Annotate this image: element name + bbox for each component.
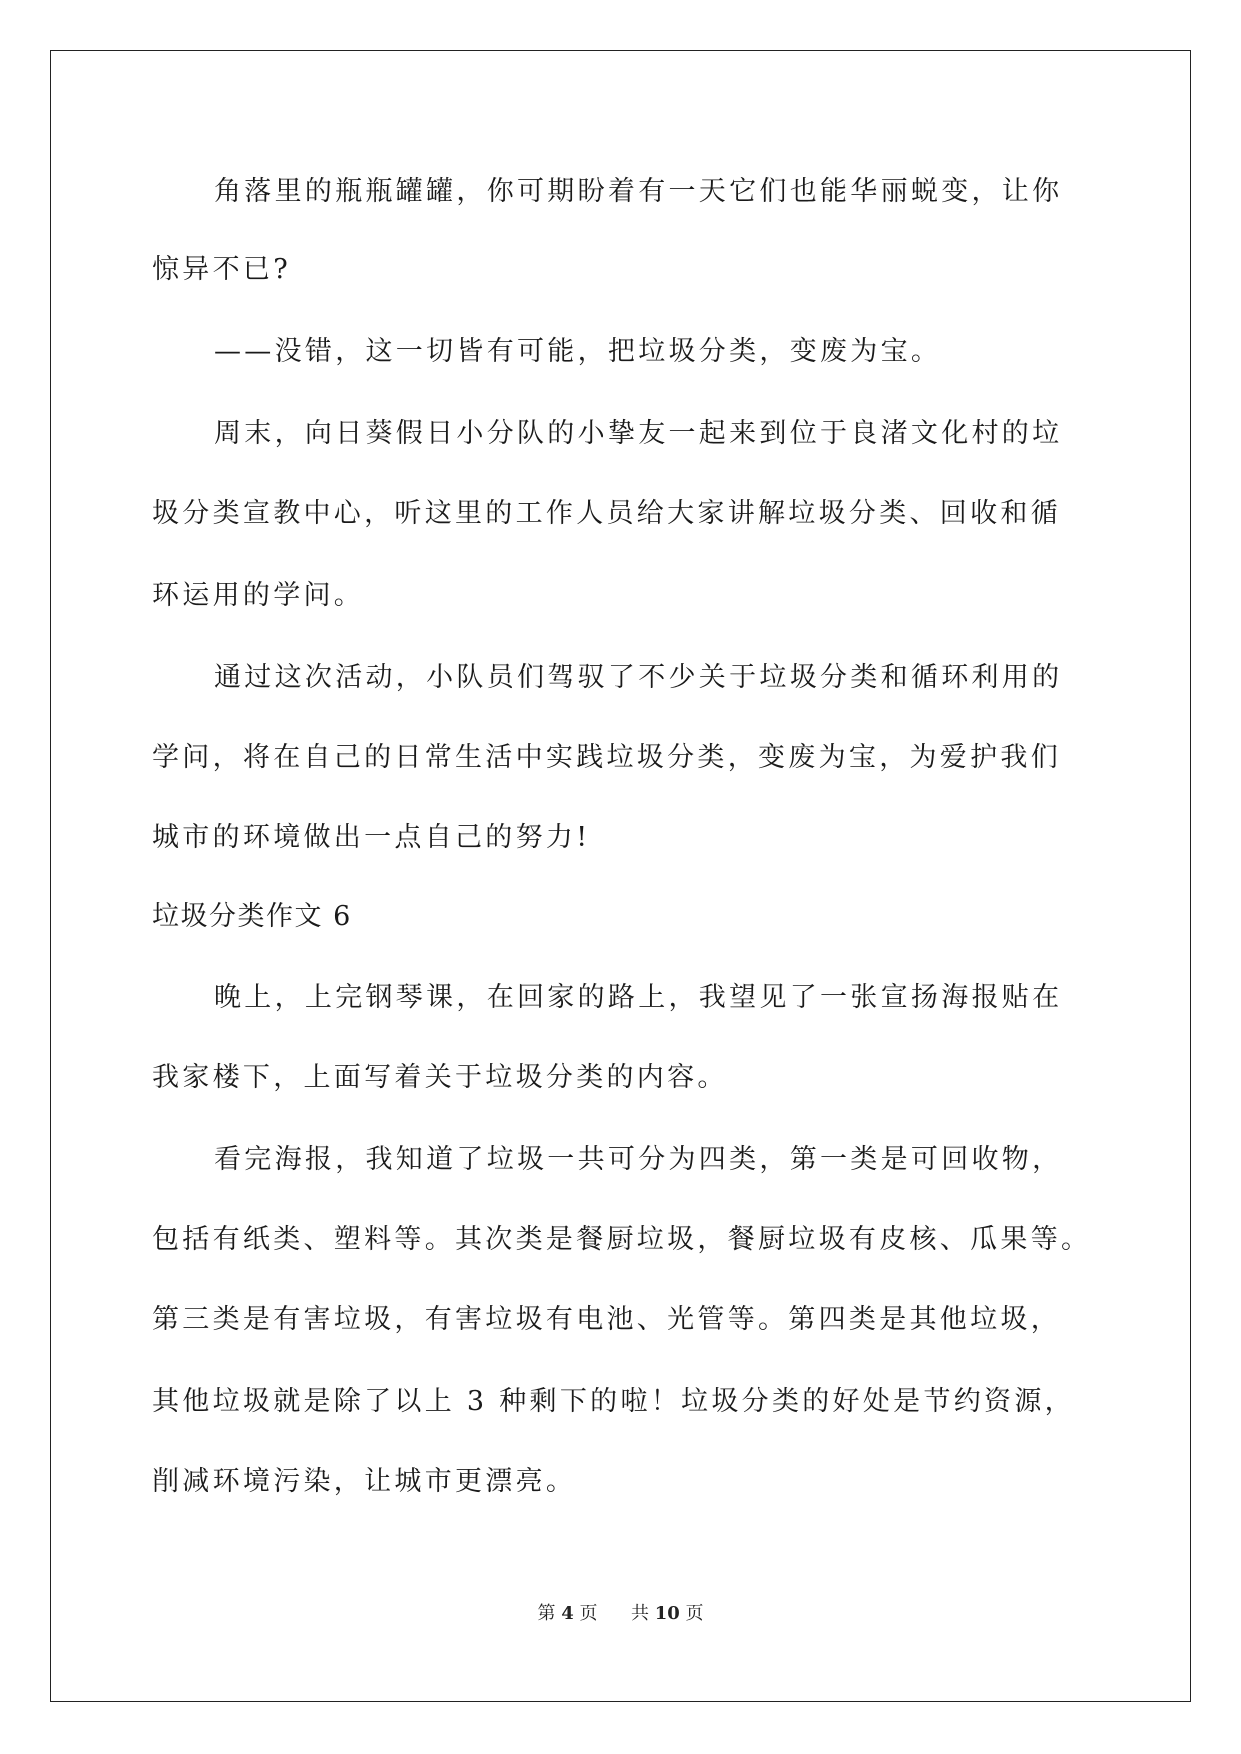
total-prefix: 共 bbox=[630, 1603, 649, 1624]
paragraph-line: 第三类是有害垃圾，有害垃圾有电池、光管等。第四类是其他垃圾， bbox=[152, 1304, 1061, 1335]
page-suffix: 页 bbox=[579, 1603, 598, 1624]
paragraph-line: 圾分类宣教中心，听这里的工作人员给大家讲解垃圾分类、回收和循 bbox=[152, 498, 1061, 529]
total-pages: 10 bbox=[654, 1603, 680, 1624]
section-heading: 垃圾分类作文 6 bbox=[152, 901, 352, 932]
paragraph-line: 城市的环境做出一点自己的努力! bbox=[152, 822, 591, 853]
paragraph-line: 环运用的学问。 bbox=[152, 580, 365, 611]
page-footer bbox=[0, 1599, 1241, 1625]
paragraph-line: 看完海报，我知道了垃圾一共可分为四类，第一类是可回收物， bbox=[214, 1144, 1063, 1175]
paragraph-line: ——没错，这一切皆有可能，把垃圾分类，变废为宝。 bbox=[214, 336, 942, 367]
paragraph-line: 周末，向日葵假日小分队的小挚友一起来到位于良渚文化村的垃 bbox=[214, 418, 1063, 449]
paragraph-line: 包括有纸类、塑料等。其次类是餐厨垃圾，餐厨垃圾有皮核、瓜果等。 bbox=[152, 1224, 1092, 1255]
page-border bbox=[50, 50, 1191, 1702]
page-prefix: 第 bbox=[537, 1603, 556, 1624]
paragraph-line: 晚上，上完钢琴课，在回家的路上，我望见了一张宣扬海报贴在 bbox=[214, 982, 1063, 1013]
paragraph-line: 通过这次活动，小队员们驾驭了不少关于垃圾分类和循环利用的 bbox=[214, 662, 1063, 693]
paragraph-line: 学问，将在自己的日常生活中实践垃圾分类，变废为宝，为爱护我们 bbox=[152, 742, 1061, 773]
paragraph-line: 惊异不已? bbox=[152, 254, 291, 285]
paragraph-line: 削减环境污染，让城市更漂亮。 bbox=[152, 1466, 577, 1497]
paragraph-line: 我家楼下，上面写着关于垃圾分类的内容。 bbox=[152, 1062, 728, 1093]
paragraph-line: 角落里的瓶瓶罐罐，你可期盼着有一天它们也能华丽蜕变，让你 bbox=[214, 176, 1063, 207]
page-number: 4 bbox=[561, 1603, 574, 1624]
paragraph-line: 其他垃圾就是除了以上 3 种剩下的啦！垃圾分类的好处是节约资源， bbox=[152, 1386, 1075, 1417]
total-suffix: 页 bbox=[685, 1603, 704, 1624]
